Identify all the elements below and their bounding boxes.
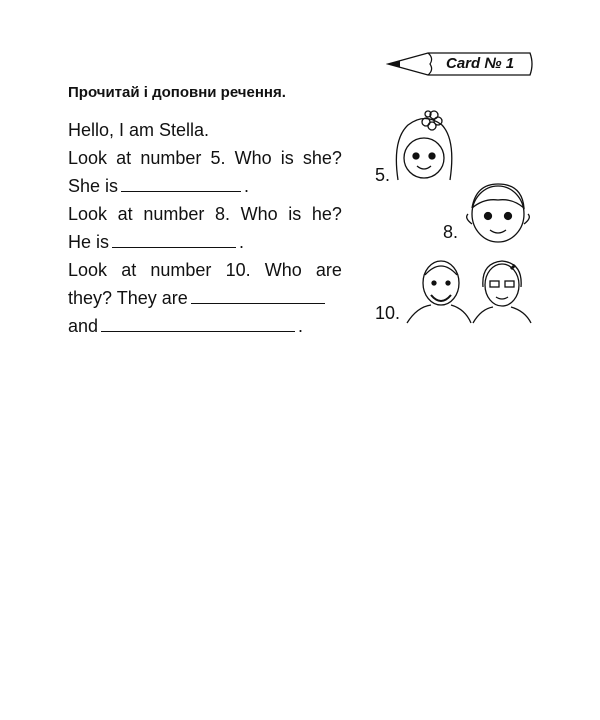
word: Look	[68, 204, 108, 224]
text: .	[244, 176, 250, 196]
answer-blank-she[interactable]	[121, 177, 241, 192]
word: 5.	[210, 148, 226, 168]
text-line-1: Hello, I am Stella.	[68, 120, 210, 140]
word: Who	[240, 204, 278, 224]
word: at	[121, 260, 137, 280]
word: Look	[68, 260, 108, 280]
text-line-8	[68, 316, 342, 337]
word: 10.	[225, 260, 251, 280]
text: they? They are	[68, 288, 188, 308]
word: number	[143, 204, 205, 224]
word: Who	[264, 260, 302, 280]
text: .	[298, 316, 304, 336]
text-line-4	[68, 204, 342, 225]
text-line-7	[68, 288, 342, 309]
answer-blank-he[interactable]	[112, 233, 236, 248]
text-line-6	[68, 260, 342, 281]
answer-blank-and[interactable]	[101, 317, 295, 332]
text-line-3	[68, 176, 342, 197]
word: number	[150, 260, 212, 280]
girl-face-icon	[390, 110, 460, 185]
boy-face-icon	[462, 178, 534, 246]
word: Who	[234, 148, 272, 168]
word: Look	[68, 148, 108, 168]
instruction-heading: Прочитай і доповни речення.	[68, 84, 286, 101]
text: She is	[68, 176, 119, 196]
word: are	[315, 260, 342, 280]
word: at	[116, 148, 132, 168]
text: He is	[68, 232, 110, 252]
word: at	[117, 204, 133, 224]
word: he?	[311, 204, 342, 224]
word: is	[280, 148, 294, 168]
grandparents-icon	[405, 255, 533, 325]
card-label: Card № 1	[446, 55, 515, 72]
picture-number-10: 10.	[375, 303, 401, 323]
word: number	[140, 148, 202, 168]
text: and	[68, 316, 99, 336]
text-line-5	[68, 232, 342, 253]
text-line-2	[68, 148, 342, 169]
word: 8.	[214, 204, 230, 224]
picture-number-8: 8.	[443, 222, 459, 242]
picture-number-5: 5.	[375, 165, 391, 185]
answer-blank-they[interactable]	[191, 289, 325, 304]
text: .	[239, 232, 245, 252]
word: is	[288, 204, 302, 224]
word: she?	[302, 148, 342, 168]
